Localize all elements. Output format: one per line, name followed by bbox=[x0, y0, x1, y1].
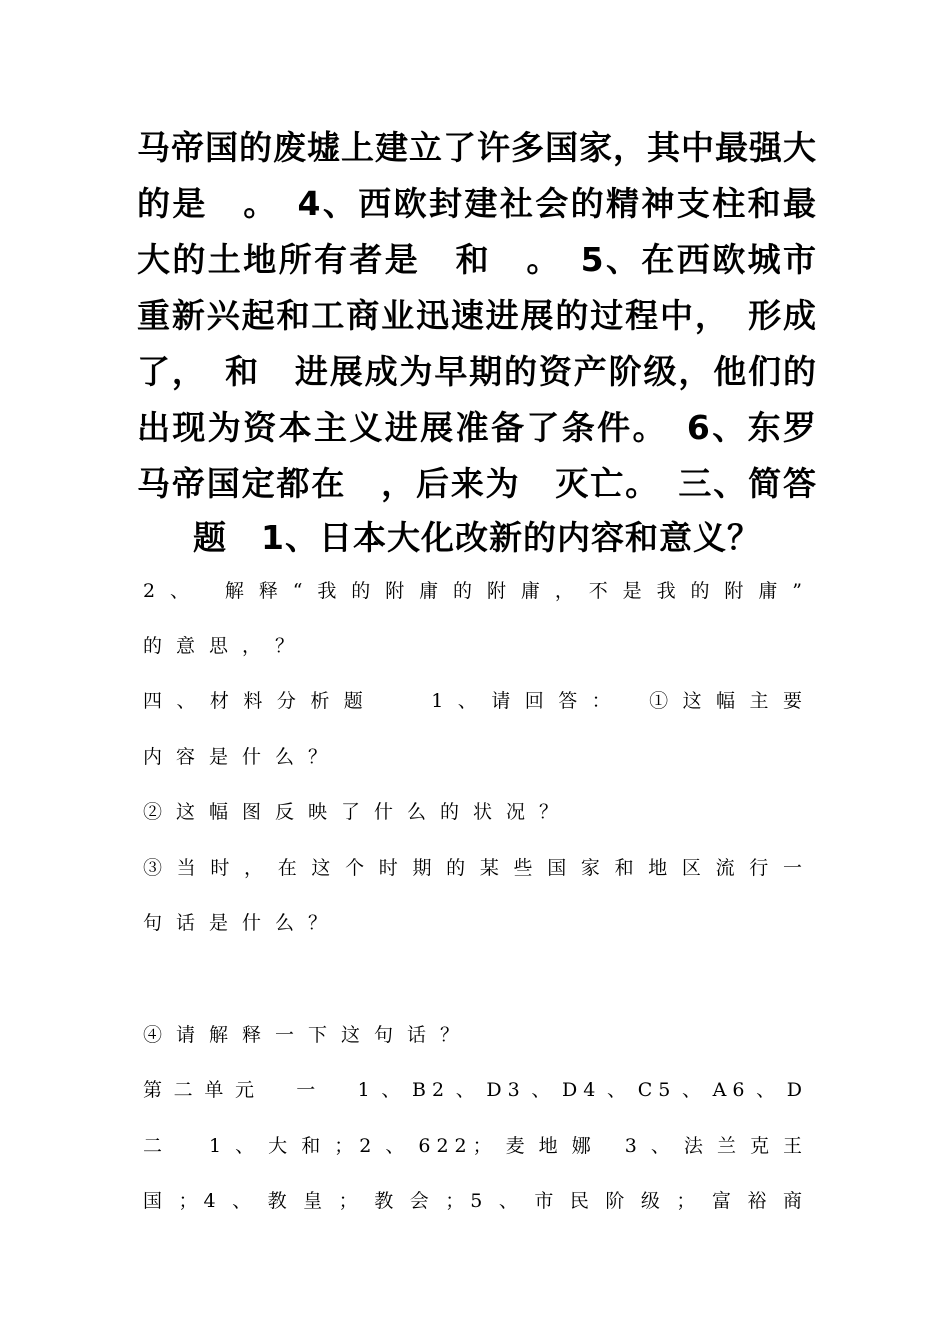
body-line-2: 的是 。 4、西欧封建社会的精神支柱和最 bbox=[137, 184, 817, 223]
small-line-10: 二 1、大和；2、622；麦地娜 3、法兰克王 bbox=[143, 1135, 808, 1157]
small-line-11: 国；4、教皇；教会；5、市民阶级；富裕商 bbox=[143, 1190, 808, 1212]
small-line-1: 2、 解释“我的附庸的附庸，不是我的附庸” bbox=[143, 580, 808, 602]
body-line-4: 重新兴起和工商业迅速进展的过程中， 形成 bbox=[137, 296, 817, 335]
body-line-8: 题 1、日本大化改新的内容和意义？ bbox=[193, 518, 761, 557]
body-line-1: 马帝国的废墟上建立了许多国家，其中最强大 bbox=[137, 128, 817, 167]
small-line-9: 第二单元 一 1、B2、D3、D4、C5、A6、D bbox=[143, 1079, 808, 1101]
body-line-3: 大的土地所有者是 和 。 5、在西欧城市 bbox=[137, 240, 817, 279]
body-line-5: 了， 和 进展成为早期的资产阶级，他们的 bbox=[137, 352, 817, 391]
small-line-4: 内容是什么？ bbox=[143, 746, 342, 768]
small-line-8: ④请解释一下这句话？ bbox=[143, 1024, 474, 1046]
small-line-2: 的意思，？ bbox=[143, 635, 309, 657]
small-line-6: ③当时，在这个时期的某些国家和地区流行一 bbox=[143, 857, 808, 879]
small-line-3: 四、材料分析题 1、请回答： ①这幅主要 bbox=[143, 690, 808, 712]
body-line-7: 马帝国定都在 ，后来为 灭亡。 三、简答 bbox=[137, 464, 817, 503]
small-line-7: 句话是什么？ bbox=[143, 912, 342, 934]
small-line-5: ②这幅图反映了什么的状况？ bbox=[143, 801, 573, 823]
body-line-6: 出现为资本主义进展准备了条件。 6、东罗 bbox=[137, 408, 817, 447]
